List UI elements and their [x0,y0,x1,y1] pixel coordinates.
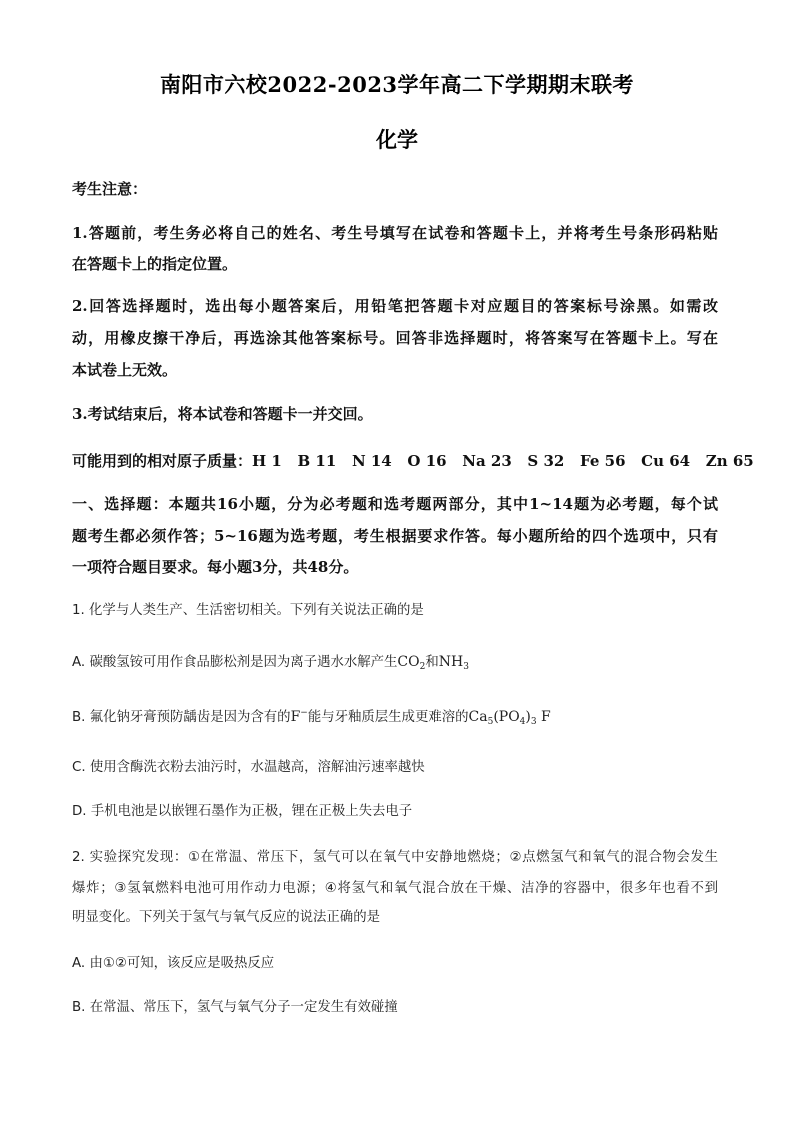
question-1-option-d: D. 手机电池是以嵌锂石墨作为正极，锂在正极上失去电子 [72,804,413,819]
question-2-line-2: 爆炸；③氢氧燃料电池可用作动力电源；④将氢气和氧气混合放在干燥、洁净的容器中，很多年也看不到 [72,881,718,896]
atomic-masses: 可能用到的相对原子质量：H 1 B 11 N 14 O 16 Na 23 S 32 Fe 56 Cu 64 Zn 65 [72,452,754,470]
nh3-formula: $NH_3$ [438,654,469,672]
fluoride-ion: F− [290,708,308,725]
notice-item-1-line-2: 在答题卡上的指定位置。 [72,255,238,273]
option-b-text: B. 氟化钠牙膏预防龋齿是因为含有的 [72,710,291,725]
question-1-option-c: C. 使用含酶洗衣粉去油污时，水温越高，溶解油污速率越快 [72,760,425,775]
section-1-line-1: 一、选择题：本题共16小题，分为必考题和选考题两部分，其中1~14题为必考题，每个试 [72,495,718,513]
question-1-option-a [72,651,469,670]
question-1-option-b [72,706,551,725]
notice-heading: 考生注意： [72,180,148,198]
notice-item-3: 3.考试结束后，将本试卷和答题卡一并交回。 [72,405,373,423]
option-a-text: A. 碳酸氢铵可用作食品膨松剂是因为离子遇水水解产生 [72,655,398,670]
section-1-line-3: 一项符合题目要求。每小题3分，共48分。 [72,558,359,576]
option-b-text-mid: 能与牙釉质层生成更难溶的 [307,710,469,725]
subject-title: 化学 [376,127,418,152]
question-2-line-3: 明显变化。下列关于氢气与氧气反应的说法正确的是 [72,910,380,925]
question-2-option-b: B. 在常温、常压下，氢气与氧气分子一定发生有效碰撞 [72,1000,398,1015]
fluorapatite-formula: $Ca_5(PO_4)_3$ F [468,709,551,727]
question-2-option-a: A. 由①②可知，该反应是吸热反应 [72,956,275,971]
section-1-line-2: 题考生都必须作答；5~16题为选考题，考生根据要求作答。每小题所给的四个选项中，只有 [72,527,718,545]
co2-formula: $CO_2$ [397,654,426,672]
notice-item-2-line-3: 本试卷上无效。 [72,361,178,379]
notice-item-1-line-1: 1.答题前，考生务必将自己的姓名、考生号填写在试卷和答题卡上，并将考生号条形码粘贴 [72,224,718,242]
question-1-stem: 1. 化学与人类生产、生活密切相关。下列有关说法正确的是 [72,603,424,618]
notice-item-2-line-1: 2.回答选择题时，选出每小题答案后，用铅笔把答题卡对应题目的答案标号涂黑。如需改 [72,297,718,315]
option-a-conjunction: 和 [425,655,439,670]
question-2-line-1: 2. 实验探究发现：①在常温、常压下，氢气可以在氧气中安静地燃烧；②点燃氢气和氧气的混合物会发生 [72,850,718,865]
notice-item-2-line-2: 动，用橡皮擦干净后，再选涂其他答案标号。回答非选择题时，将答案写在答题卡上。写在 [72,329,718,347]
exam-title: 南阳市六校2022-2023学年高二下学期期末联考 [159,72,635,97]
